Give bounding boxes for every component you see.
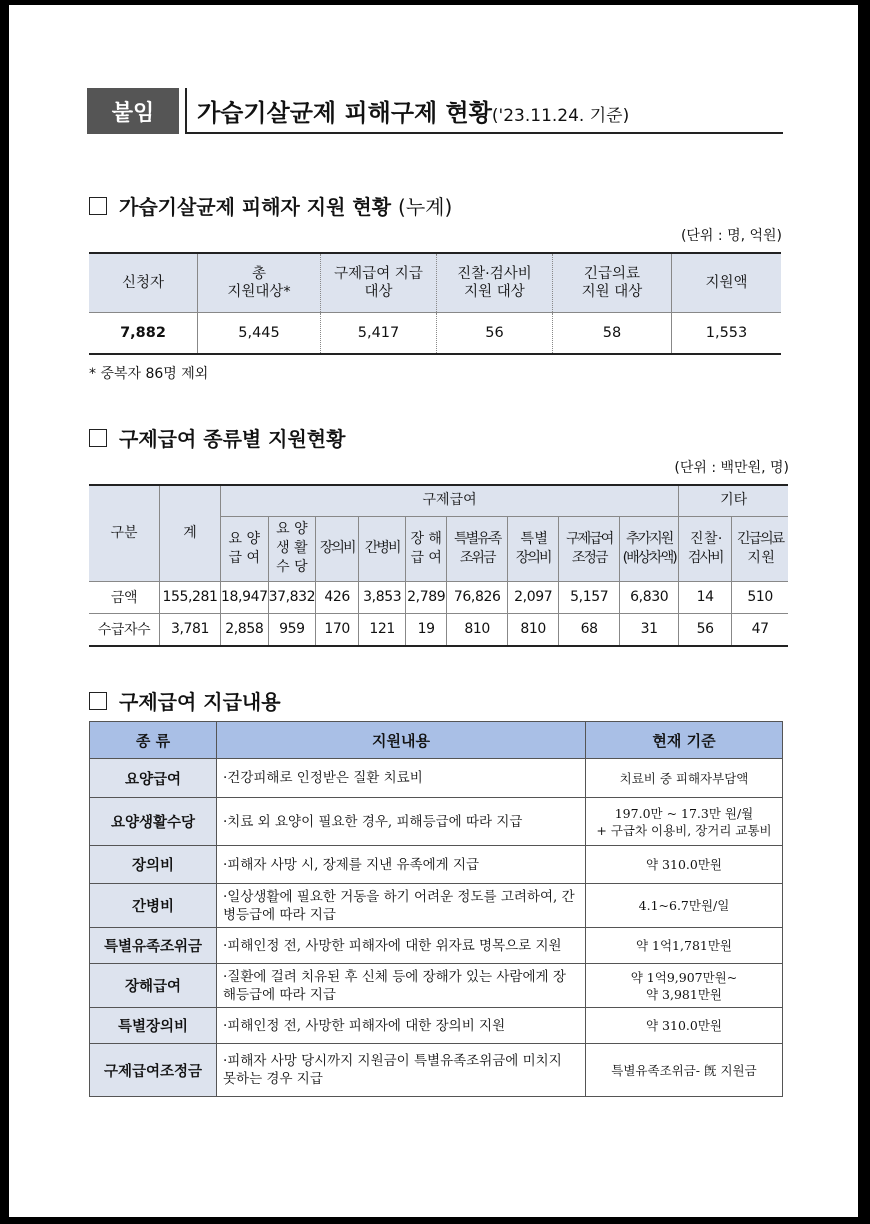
row-type: 요양생활수당 <box>90 798 217 846</box>
cell: 47 <box>732 613 788 646</box>
cell: 14 <box>679 581 732 613</box>
cell: 76,826 <box>447 581 508 613</box>
row-content: ·질환에 걸려 치유된 후 신체 등에 장해가 있는 사람에게 장해등급에 따라 지급 <box>217 964 586 1008</box>
table-row <box>90 759 783 798</box>
col-special-bereavement: 특별유족 조위금 <box>447 516 508 581</box>
section1-unit: (단위 : 명, 억원) <box>680 228 782 244</box>
row-standard: 약 310.0만원 <box>586 1008 783 1044</box>
document-page <box>9 5 858 1217</box>
section2-title <box>89 423 345 452</box>
table-row <box>90 884 783 928</box>
attachment-badge: 붙임 <box>87 88 179 134</box>
row-standard: 4.1~6.7만원/일 <box>586 884 783 928</box>
cell: 6,830 <box>620 581 679 613</box>
cell: 959 <box>268 613 316 646</box>
cell: 31 <box>620 613 679 646</box>
col-type: 종 류 <box>90 722 217 759</box>
row-standard: 특별유족조위금- 旣 지원금 <box>586 1044 783 1097</box>
value-exam: 56 <box>437 313 553 355</box>
row-label-recipients: 수급자수 <box>89 613 160 646</box>
row-type: 간병비 <box>90 884 217 928</box>
cell: 19 <box>406 613 447 646</box>
col-emergency-support: 긴급의료 지 원 <box>732 516 788 581</box>
row-content: ·치료 외 요양이 필요한 경우, 피해등급에 따라 지급 <box>217 798 586 846</box>
cell: 810 <box>447 613 508 646</box>
checkbox-icon <box>89 197 107 215</box>
checkbox-icon <box>89 692 107 710</box>
value-total: 5,445 <box>198 313 321 355</box>
col-emergency-targets: 긴급의료 지원 대상 <box>553 253 672 313</box>
row-content: ·피해자 사망 시, 장제를 지낸 유족에게 지급 <box>217 846 586 884</box>
table-row <box>90 798 783 846</box>
section3-title-text: 구제급여 지급내용 <box>119 690 281 714</box>
cell: 510 <box>732 581 788 613</box>
cell: 170 <box>316 613 359 646</box>
section3-title <box>89 686 281 715</box>
page-title-text: 가습기살균제 피해구제 현황 <box>197 99 492 127</box>
table-row <box>90 928 783 964</box>
row-type: 요양급여 <box>90 759 217 798</box>
row-label-amount: 금액 <box>89 581 160 613</box>
table-row <box>90 846 783 884</box>
col-content: 지원내용 <box>217 722 586 759</box>
row-type: 구제급여조정금 <box>90 1044 217 1097</box>
section1-title-suffix: (누계) <box>398 195 453 219</box>
col-category: 구분 <box>89 485 160 581</box>
col-care-allowance: 요 양 생 활 수 당 <box>268 516 316 581</box>
row-standard: 약 1억9,907만원~ 약 3,981만원 <box>586 964 783 1008</box>
table-row <box>90 1008 783 1044</box>
cell: 68 <box>559 613 620 646</box>
section2-title-text: 구제급여 종류별 지원현황 <box>119 427 346 451</box>
col-relief-targets: 구제급여 지급 대상 <box>321 253 437 313</box>
value-applicants: 7,882 <box>89 313 198 355</box>
col-funeral: 장의비 <box>316 516 359 581</box>
col-exam-targets: 진찰·검사비 지원 대상 <box>437 253 553 313</box>
page-title <box>197 93 629 128</box>
row-standard: 치료비 중 피해자부담액 <box>586 759 783 798</box>
header-divider <box>185 88 187 134</box>
footnote: * 중복자 86명 제외 <box>89 366 209 382</box>
support-status-table <box>89 252 781 355</box>
section2-unit: (단위 : 백만원, 명) <box>674 460 789 476</box>
col-nursing: 간병비 <box>359 516 406 581</box>
cell: 2,858 <box>221 613 269 646</box>
cell: 155,281 <box>160 581 221 613</box>
cell: 121 <box>359 613 406 646</box>
value-relief: 5,417 <box>321 313 437 355</box>
table-row <box>90 964 783 1008</box>
row-content: ·건강피해로 인정받은 질환 치료비 <box>217 759 586 798</box>
row-content: ·피해인정 전, 사망한 피해자에 대한 위자료 명목으로 지원 <box>217 928 586 964</box>
value-emergency: 58 <box>553 313 672 355</box>
group-other: 기타 <box>679 485 788 516</box>
col-care-benefit: 요 양 급 여 <box>221 516 269 581</box>
col-additional-support: 추가지원 (배상차액) <box>620 516 679 581</box>
row-type: 장의비 <box>90 846 217 884</box>
section1-title <box>89 191 452 220</box>
relief-details-table <box>89 721 783 1097</box>
cell: 3,853 <box>359 581 406 613</box>
value-amount: 1,553 <box>672 313 782 355</box>
row-standard: 197.0만 ~ 17.3만 원/월 + 구급차 이용비, 장거리 교통비 <box>586 798 783 846</box>
cell: 56 <box>679 613 732 646</box>
cell: 3,781 <box>160 613 221 646</box>
relief-by-type-table <box>89 484 788 647</box>
cell: 37,832 <box>268 581 316 613</box>
row-content: ·일상생활에 필요한 거동을 하기 어려운 정도를 고려하여, 간병등급에 따라 지급 <box>217 884 586 928</box>
col-disability: 장 해 급 여 <box>406 516 447 581</box>
row-content: ·피해인정 전, 사망한 피해자에 대한 장의비 지원 <box>217 1008 586 1044</box>
col-adjustment: 구제급여 조정금 <box>559 516 620 581</box>
row-type: 장해급여 <box>90 964 217 1008</box>
cell: 2,789 <box>406 581 447 613</box>
header-underline <box>185 132 783 134</box>
row-standard: 약 1억1,781만원 <box>586 928 783 964</box>
col-special-funeral: 특 별 장의비 <box>508 516 559 581</box>
cell: 5,157 <box>559 581 620 613</box>
table-row <box>90 1044 783 1097</box>
row-type: 특별유족조위금 <box>90 928 217 964</box>
col-total: 계 <box>160 485 221 581</box>
cell: 426 <box>316 581 359 613</box>
cell: 18,947 <box>221 581 269 613</box>
col-applicants: 신청자 <box>89 253 198 313</box>
reference-date: ('23.11.24. 기준) <box>491 106 630 126</box>
table-row <box>89 613 788 646</box>
group-relief-benefits: 구제급여 <box>221 485 679 516</box>
col-amount: 지원액 <box>672 253 782 313</box>
col-standard: 현재 기준 <box>586 722 783 759</box>
table-row <box>89 581 788 613</box>
col-exam-cost: 진 찰 · 검사비 <box>679 516 732 581</box>
section1-title-text: 가습기살균제 피해자 지원 현황 <box>119 195 392 219</box>
row-standard: 약 310.0만원 <box>586 846 783 884</box>
col-total-targets: 총 지원대상* <box>198 253 321 313</box>
row-content: ·피해자 사망 당시까지 지원금이 특별유족조위금에 미치지 못하는 경우 지급 <box>217 1044 586 1097</box>
cell: 2,097 <box>508 581 559 613</box>
cell: 810 <box>508 613 559 646</box>
row-type: 특별장의비 <box>90 1008 217 1044</box>
checkbox-icon <box>89 429 107 447</box>
